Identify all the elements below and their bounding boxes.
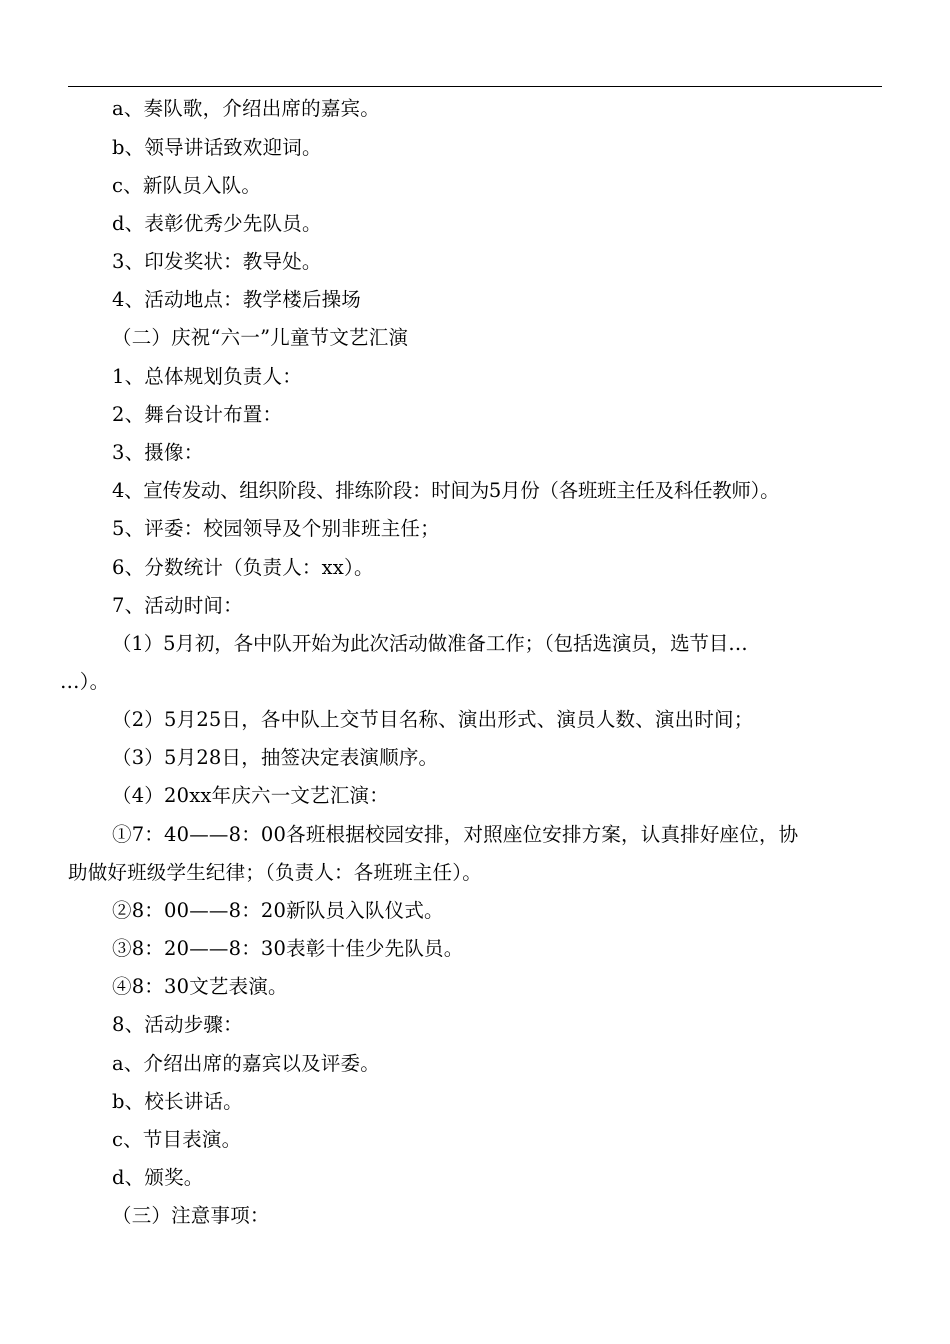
text-line: …）。 — [60, 670, 110, 693]
text-line: b、领导讲话致欢迎词。 — [112, 136, 322, 159]
text-line: c、新队员入队。 — [112, 174, 262, 197]
text-line: c、节目表演。 — [112, 1128, 242, 1151]
text-line: 8、活动步骤： — [112, 1013, 243, 1036]
text-line: ②8：00——8：20新队员入队仪式。 — [112, 899, 444, 922]
text-line: 3、印发奖状：教导处。 — [112, 250, 322, 273]
text-line: ①7：40——8：00各班根据校园安排，对照座位安排方案，认真排好座位，协 — [112, 823, 799, 846]
text-line: 6、分数统计（负责人：xx）。 — [112, 556, 374, 579]
text-line: （2）5月25日，各中队上交节目名称、演出形式、演员人数、演出时间； — [112, 708, 754, 731]
text-line: （1）5月初，各中队开始为此次活动做准备工作；（包括选演员，选节目… — [112, 632, 748, 655]
text-line: 7、活动时间： — [112, 594, 243, 617]
text-line: 4、活动地点：教学楼后操场 — [112, 288, 362, 311]
section-heading: （三）注意事项： — [112, 1204, 270, 1227]
text-line: a、奏队歌，介绍出席的嘉宾。 — [112, 97, 380, 120]
text-line: d、颁奖。 — [112, 1166, 204, 1189]
text-line: ③8：20——8：30表彰十佳少先队员。 — [112, 937, 464, 960]
text-line: （3）5月28日，抽签决定表演顺序。 — [112, 746, 439, 769]
text-line: （4）20xx年庆六一文艺汇演： — [112, 784, 389, 807]
text-line: 2、舞台设计布置： — [112, 403, 283, 426]
text-line: b、校长讲话。 — [112, 1090, 243, 1113]
text-line: a、介绍出席的嘉宾以及评委。 — [112, 1052, 380, 1075]
text-line: 助做好班级学生纪律；（负责人：各班班主任）。 — [68, 861, 482, 884]
section-heading: （二）庆祝“六一”儿童节文艺汇演 — [112, 326, 409, 349]
text-line: 3、摄像： — [112, 441, 204, 464]
text-line: 5、评委：校园领导及个别非班主任； — [112, 517, 440, 540]
text-line: 4、宣传发动、组织阶段、排练阶段：时间为5月份（各班班主任及科任教师）。 — [112, 479, 780, 502]
text-line: d、表彰优秀少先队员。 — [112, 212, 322, 235]
text-line: ④8：30文艺表演。 — [112, 975, 288, 998]
text-line: 1、总体规划负责人： — [112, 365, 302, 388]
header-rule — [68, 86, 882, 87]
